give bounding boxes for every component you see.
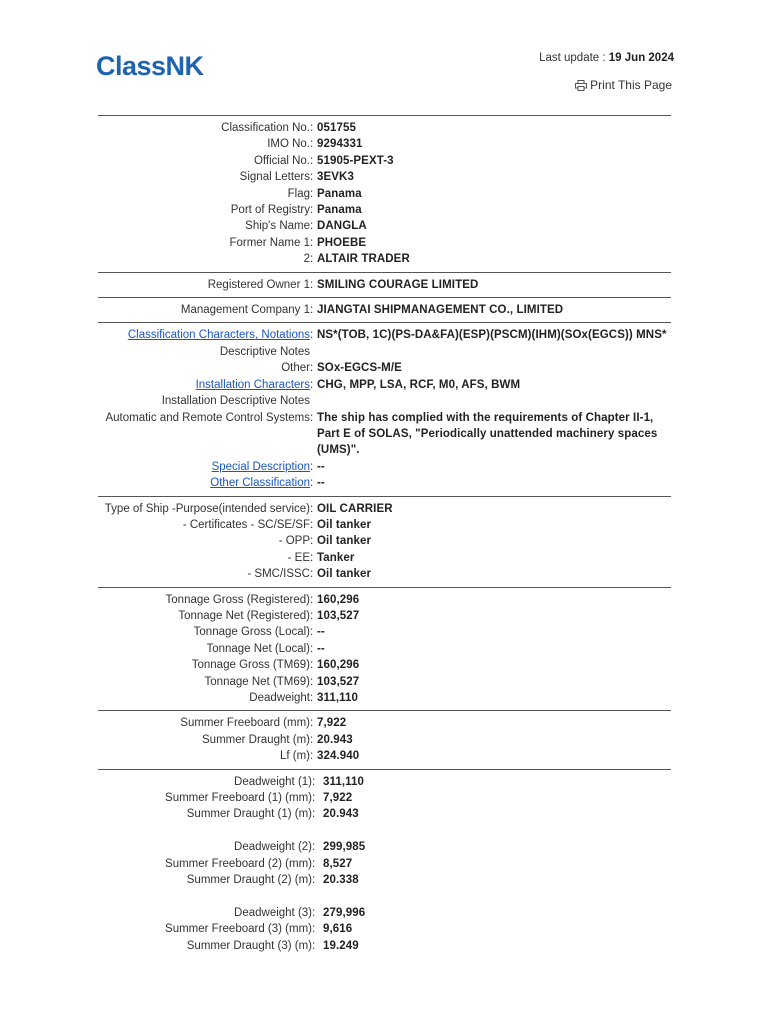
field-value: PHOEBE	[317, 236, 367, 249]
field-value: 103,527	[317, 609, 360, 622]
detail-row: Automatic and Remote Control Systems : The ship has complied with the requirements of Chapter II-1, Part E of SOLAS, "Periodically unattended machinery spaces (UMS)".	[98, 410, 671, 459]
field-label: Summer Freeboard (2) (mm)	[165, 857, 312, 870]
detail-row: Other : SOx-EGCS-M/E	[98, 360, 671, 376]
field-label	[94, 377, 310, 393]
field-value: 51905-PEXT-3	[317, 154, 394, 167]
last-update-value: 19 Jun 2024	[608, 52, 674, 64]
detail-row: Signal Letters : 3EVK3	[98, 169, 671, 185]
detail-row: Deadweight (2) : 299,985	[98, 839, 671, 855]
detail-row: Summer Draught (1) (m) : 20.943	[98, 806, 671, 822]
field-value: 051755	[317, 122, 356, 134]
identity-section	[98, 115, 671, 272]
field-label	[94, 459, 310, 475]
field-label: - SMC/ISSC	[247, 568, 310, 581]
detail-row: - OPP : Oil tanker	[98, 533, 671, 549]
field-value: 311,110	[323, 775, 365, 788]
field-label: 2	[303, 253, 310, 266]
field-label: Former Name 1	[229, 236, 310, 249]
detail-row: Other Classification : --	[98, 475, 671, 491]
field-label: Lf (m)	[279, 750, 310, 763]
field-value: 20.943	[323, 808, 359, 821]
detail-row: Former Name 1 : PHOEBE	[98, 235, 671, 251]
detail-row: Type of Ship -Purpose(intended service) : OIL CARRIER	[98, 501, 671, 517]
field-label: Tonnage Net (Registered)	[178, 609, 310, 622]
field-value: JIANGTAI SHIPMANAGEMENT CO., LIMITED	[317, 304, 564, 317]
field-value: 324.940	[317, 750, 360, 763]
field-value: 103,527	[317, 675, 360, 688]
detail-row: Summer Draught (m) : 20.943	[98, 732, 671, 748]
field-label: Tonnage Gross (Local)	[193, 626, 310, 639]
field-label: Signal Letters	[239, 171, 310, 184]
detail-row: Tonnage Gross (Local) : --	[98, 624, 671, 640]
field-label: Registered Owner 1	[207, 278, 310, 291]
field-label: Deadweight (1)	[234, 775, 312, 788]
field-label: Installation Descriptive Notes	[161, 395, 310, 408]
detail-row: Installation Characters : CHG, MPP, LSA, RCF, M0, AFS, BWM	[98, 377, 671, 393]
field-label: Tonnage Net (Local)	[206, 642, 310, 655]
field-value: --	[317, 626, 325, 639]
field-label: Deadweight (3)	[234, 906, 312, 919]
field-value: 8,527	[323, 857, 353, 870]
detail-row: Classification No. : 051755	[98, 120, 671, 136]
field-value: DANGLA	[317, 220, 367, 233]
detail-row: Deadweight : 311,110	[98, 690, 671, 706]
detail-row: Tonnage Net (Local) : --	[98, 641, 671, 657]
field-value: SMILING COURAGE LIMITED	[317, 278, 479, 291]
field-value: Oil tanker	[317, 535, 372, 548]
field-value: Panama	[317, 187, 362, 200]
field-value: 299,985	[323, 841, 366, 854]
detail-row: - SMC/ISSC : Oil tanker	[98, 566, 671, 582]
detail-row: Ship's Name : DANGLA	[98, 218, 671, 234]
detail-row: Tonnage Net (Registered) : 103,527	[98, 608, 671, 624]
ship-type-section	[98, 496, 671, 587]
detail-row: Flag : Panama	[98, 186, 671, 202]
field-label	[94, 475, 310, 491]
field-value: 20.943	[317, 733, 353, 746]
field-label: Tonnage Gross (Registered)	[165, 593, 310, 606]
detail-row: Summer Draught (2) (m) : 20.338	[98, 872, 671, 888]
field-label: Flag	[287, 187, 310, 200]
field-label: Summer Freeboard (1) (mm)	[165, 792, 312, 805]
detail-row: IMO No. : 9294331	[98, 136, 671, 152]
field-label: - Certificates - SC/SE/SF	[182, 518, 310, 531]
field-label: Ship's Name	[245, 220, 310, 233]
field-label: Descriptive Notes	[219, 345, 310, 358]
detail-row	[98, 344, 671, 360]
detail-row: Summer Freeboard (mm) : 7,922	[98, 715, 671, 731]
field-value: 7,922	[323, 792, 353, 805]
print-label: Print This Page	[590, 78, 672, 92]
field-label: Summer Draught (1) (m)	[186, 808, 312, 821]
field-label: Type of Ship -Purpose(intended service)	[104, 502, 310, 515]
detail-row: Tonnage Gross (TM69) : 160,296	[98, 657, 671, 673]
field-value: OIL CARRIER	[317, 502, 393, 515]
detail-row: Classification Characters, Notations : NS*(TOB, 1C)(PS-DA&FA)(ESP)(PSCM)(IHM)(SOx(EGCS)) MNS*	[98, 327, 671, 343]
field-label: Tonnage Gross (TM69)	[191, 659, 310, 672]
detail-row: - EE : Tanker	[98, 550, 671, 566]
classification-section	[98, 322, 671, 495]
detail-row: Lf (m) : 324.940	[98, 748, 671, 764]
detail-row: Summer Draught (3) (m) : 19.249	[98, 938, 671, 954]
detail-row: 2 : ALTAIR TRADER	[98, 251, 671, 267]
installation-characters-link[interactable]: Installation Characters	[195, 378, 310, 391]
field-value: --	[317, 477, 325, 490]
detail-row: Official No. : 51905-PEXT-3	[98, 153, 671, 169]
last-update-label: Last update :	[539, 52, 609, 64]
field-label: Management Company 1	[180, 304, 310, 317]
field-label: Summer Draught (3) (m)	[186, 939, 312, 952]
freeboard-section	[98, 710, 671, 768]
printer-icon	[575, 80, 587, 91]
detail-row: Deadweight (3) : 279,996	[98, 905, 671, 921]
field-label: Other	[281, 362, 310, 375]
detail-row: Tonnage Net (TM69) : 103,527	[98, 674, 671, 690]
field-value: 311,110	[317, 692, 359, 704]
classification-characters-link[interactable]: Classification Characters, Notations	[127, 329, 310, 342]
load-lines-section	[98, 769, 671, 958]
field-value: 7,922	[317, 717, 347, 730]
detail-row: Summer Freeboard (1) (mm) : 7,922	[98, 790, 671, 806]
field-label: Summer Draught (m)	[202, 733, 310, 746]
field-value: Tanker	[317, 551, 355, 564]
field-label: - EE	[287, 551, 310, 564]
detail-row: Port of Registry : Panama	[98, 202, 671, 218]
tonnage-section	[98, 587, 671, 711]
detail-row: - Certificates - SC/SE/SF : Oil tanker	[98, 517, 671, 533]
field-value: --	[317, 460, 325, 473]
field-label: Summer Draught (2) (m)	[186, 874, 312, 887]
detail-row: Deadweight (1) : 311,110	[98, 774, 671, 790]
field-label	[94, 327, 310, 343]
spacer	[98, 823, 671, 839]
field-value: 279,996	[323, 906, 366, 919]
detail-row: Special Description : --	[98, 459, 671, 475]
field-label: Deadweight	[249, 692, 310, 704]
spacer	[98, 888, 671, 904]
detail-row	[98, 393, 671, 409]
field-value: ALTAIR TRADER	[317, 253, 410, 266]
print-page-link[interactable]	[575, 78, 672, 92]
field-label: - OPP	[278, 535, 310, 548]
field-value: 160,296	[317, 593, 360, 606]
field-label: Automatic and Remote Control Systems	[105, 411, 310, 424]
field-value: Oil tanker	[317, 518, 372, 531]
field-value: NS*(TOB, 1C)(PS-DA&FA)(ESP)(PSCM)(IHM)(SOx(EGCS)) MNS*	[317, 329, 667, 342]
field-label: Official No.	[253, 154, 310, 167]
detail-row: Tonnage Gross (Registered) : 160,296	[98, 592, 671, 608]
field-label: Summer Freeboard (3) (mm)	[165, 923, 312, 936]
field-value: 3EVK3	[317, 171, 354, 184]
detail-row: Registered Owner 1 : SMILING COURAGE LIMITED	[98, 277, 671, 293]
owner-section	[98, 272, 671, 297]
field-value: CHG, MPP, LSA, RCF, M0, AFS, BWM	[317, 378, 521, 391]
field-value: 9294331	[317, 138, 363, 151]
field-value: 160,296	[317, 659, 360, 672]
field-value: --	[317, 642, 325, 655]
last-update	[539, 52, 674, 64]
field-value: 19.249	[323, 939, 359, 952]
field-label: Summer Freeboard (mm)	[180, 717, 310, 730]
detail-row: Summer Freeboard (3) (mm) : 9,616	[98, 921, 671, 937]
classnk-logo[interactable]: ClassNK	[96, 51, 204, 81]
other-classification-link[interactable]: Other Classification	[210, 477, 310, 490]
detail-row: Summer Freeboard (2) (mm) : 8,527	[98, 856, 671, 872]
management-section	[98, 297, 671, 322]
field-label: Tonnage Net (TM69)	[204, 675, 310, 688]
field-label: Classification No.	[221, 122, 310, 134]
field-value: The ship has complied with the requirements of Chapter II-1, Part E of SOLAS, "Periodically unattended machinery spaces (UMS)".	[317, 411, 658, 457]
field-label: Port of Registry	[230, 204, 310, 217]
field-value: Oil tanker	[317, 568, 372, 581]
field-value: 9,616	[323, 923, 353, 936]
field-label: Deadweight (2)	[234, 841, 312, 854]
ship-details	[98, 115, 671, 958]
special-description-link[interactable]: Special Description	[211, 460, 310, 473]
detail-row: Management Company 1 : JIANGTAI SHIPMANAGEMENT CO., LIMITED	[98, 302, 671, 318]
field-value: SOx-EGCS-M/E	[317, 362, 402, 375]
field-value: Panama	[317, 204, 362, 217]
field-value: 20.338	[323, 874, 359, 887]
field-label: IMO No.	[267, 138, 310, 151]
